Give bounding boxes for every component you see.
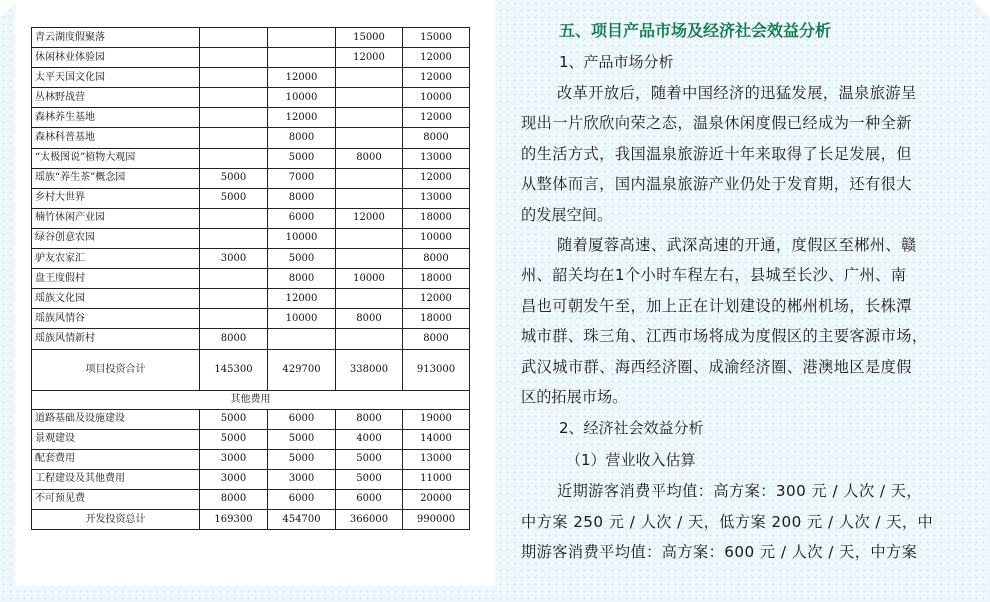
row-label-cell: 绿谷创意农园 [32,228,200,248]
paragraph-line: 区的拓展市场。 [521,388,628,407]
amount-cell: 8000 [268,188,336,208]
amount-cell: 5000 [200,429,268,449]
amount-cell [268,329,336,349]
amount-cell: 6000 [268,489,336,509]
amount-cell: 8000 [336,309,403,329]
amount-cell: 3000 [200,249,268,269]
row-label-cell: 驴友农家汇 [32,249,200,269]
other-costs-header-row [32,390,470,409]
amount-cell [268,48,336,68]
row-label-cell: 乡村大世界 [32,188,200,208]
page-corner-decoration-right [972,0,990,18]
amount-cell: 3000 [200,449,268,469]
row-label-cell: “太极图说”植物大观园 [32,148,200,168]
amount-cell [200,289,268,309]
paragraph-line: 州、韶关均在1个小时车程左右，县城至长沙、广州、南 [521,266,907,285]
amount-cell: 454700 [268,509,336,529]
row-label-cell: 配套费用 [32,449,200,469]
amount-cell [200,208,268,228]
row-label-cell: 盘王度假村 [32,269,200,289]
amount-cell [200,309,268,329]
amount-cell: 5000 [200,409,268,429]
paragraph-line: 昌也可朝发午至，加上正在计划建设的郴州机场，长株潭 [521,296,912,315]
subheading-market: 1、产品市场分析 [559,53,674,71]
row-label-cell: 楠竹休闲产业园 [32,208,200,228]
paragraph-line: 从整体而言，国内温泉旅游产业仍处于发育期，还有很大 [521,175,912,194]
amount-cell [336,68,403,88]
amount-cell: 10000 [268,228,336,248]
row-label-cell: 瑶族“养生茶”概念园 [32,168,200,188]
amount-cell: 20000 [403,489,470,509]
section-heading: 五、项目产品市场及经济社会效益分析 [559,21,832,40]
investment-table [31,27,470,530]
amount-cell [336,128,403,148]
row-label-cell: 瑶族文化园 [32,289,200,309]
table-row [32,48,470,68]
amount-cell: 13000 [403,449,470,469]
table-row [32,449,470,469]
row-label-cell: 丛林野战营 [32,88,200,108]
amount-cell: 5000 [200,168,268,188]
amount-cell [200,48,268,68]
amount-cell: 8000 [403,329,470,349]
amount-cell: 8000 [200,329,268,349]
amount-cell: 6000 [336,489,403,509]
amount-cell: 5000 [268,429,336,449]
amount-cell: 12000 [403,289,470,309]
amount-cell: 12000 [268,108,336,128]
amount-cell: 12000 [403,68,470,88]
amount-cell [336,329,403,349]
row-label-cell: 太平天国文化园 [32,68,200,88]
amount-cell: 14000 [403,429,470,449]
table-row [32,409,470,429]
amount-cell: 8000 [200,489,268,509]
amount-cell: 10000 [403,228,470,248]
paragraph-line: 随着厦蓉高速、武深高速的开通，度假区至郴州、赣 [557,236,917,255]
amount-cell: 10000 [268,88,336,108]
amount-cell: 15000 [403,28,470,48]
other-costs-label: 其他费用 [32,390,470,409]
amount-cell [200,269,268,289]
amount-cell [336,228,403,248]
amount-cell: 12000 [268,68,336,88]
amount-cell [336,108,403,128]
amount-cell: 4000 [336,429,403,449]
amount-cell [336,249,403,269]
table-row [32,228,470,248]
amount-cell: 13000 [403,188,470,208]
table-row [32,88,470,108]
amount-cell: 10000 [268,309,336,329]
table-row [32,68,470,88]
amount-cell [336,168,403,188]
row-label-cell: 道路基础及设施建设 [32,409,200,429]
paragraph-line: 现出一片欣欣向荣之态，温泉休闲度假已经成为一种全新 [521,114,912,133]
table-row [32,249,470,269]
amount-cell: 8000 [336,409,403,429]
amount-cell: 15000 [336,28,403,48]
table-row [32,128,470,148]
amount-cell: 990000 [403,509,470,529]
amount-cell: 18000 [403,309,470,329]
amount-cell: 5000 [268,249,336,269]
investment-table-body [32,28,470,530]
amount-cell: 5000 [200,188,268,208]
amount-cell [336,289,403,309]
amount-cell [200,148,268,168]
amount-cell: 18000 [403,208,470,228]
paragraph-transport [521,230,967,412]
amount-cell: 19000 [403,409,470,429]
amount-cell: 12000 [403,48,470,68]
row-label-cell: 工程建设及其他费用 [32,469,200,489]
project-total-row [32,349,470,390]
amount-cell [200,28,268,48]
amount-cell [268,28,336,48]
amount-cell: 5000 [268,148,336,168]
amount-cell: 6000 [268,409,336,429]
amount-cell: 3000 [200,469,268,489]
amount-cell [200,128,268,148]
table-row [32,108,470,128]
table-row [32,188,470,208]
paragraph-line: 武汉城市群、海西经济圈、成渝经济圈、港澳地区是度假 [521,357,912,376]
amount-cell: 12000 [336,48,403,68]
paragraph-line: 的发展空间。 [521,205,613,224]
paragraph-line: 近期游客消费平均值：高方案：300 元 / 人次 / 天， [557,482,922,501]
amount-cell: 12000 [268,289,336,309]
table-row [32,148,470,168]
amount-cell: 429700 [268,349,336,390]
amount-cell: 8000 [268,128,336,148]
amount-cell: 7000 [268,168,336,188]
table-row [32,469,470,489]
amount-cell: 6000 [268,208,336,228]
amount-cell: 5000 [268,449,336,469]
amount-cell: 12000 [403,108,470,128]
amount-cell: 145300 [200,349,268,390]
amount-cell: 5000 [336,449,403,469]
amount-cell [336,188,403,208]
subheading-economic: 2、经济社会效益分析 [559,419,704,438]
amount-cell: 10000 [403,88,470,108]
amount-cell [200,228,268,248]
row-label-cell: 项目投资合计 [32,349,200,390]
row-label-cell: 不可预见费 [32,489,200,509]
amount-cell: 913000 [403,349,470,390]
amount-cell [200,88,268,108]
paragraph-line: 期游客消费平均值：高方案：600 元 / 人次 / 天，中方案 [521,543,918,562]
amount-cell [336,88,403,108]
table-row [32,289,470,309]
table-row [32,489,470,509]
paragraph-line: 中方案 250 元 / 人次 / 天，低方案 200 元 / 人次 / 天，中 [521,512,934,531]
amount-cell [200,68,268,88]
row-label-cell: 青云湖度假聚落 [32,28,200,48]
table-row [32,168,470,188]
row-label-cell: 森林养生基地 [32,108,200,128]
table-row [32,28,470,48]
table-row [32,269,470,289]
paragraph-market-overview [521,78,967,230]
amount-cell: 18000 [403,269,470,289]
row-label-cell: 开发投资总计 [32,509,200,529]
table-row [32,429,470,449]
subheading-revenue: （1）营业收入估算 [566,451,696,470]
amount-cell: 12000 [403,168,470,188]
amount-cell: 12000 [336,208,403,228]
paragraph-revenue [521,476,967,567]
paragraph-line: 改革开放后，随着中国经济的迅猛发展，温泉旅游呈 [557,84,917,102]
row-label-cell: 景观建设 [32,429,200,449]
amount-cell: 169300 [200,509,268,529]
row-label-cell: 森林科普基地 [32,128,200,148]
amount-cell: 8000 [336,148,403,168]
table-row [32,208,470,228]
amount-cell [200,108,268,128]
table-row [32,329,470,349]
amount-cell: 338000 [336,349,403,390]
amount-cell: 3000 [268,469,336,489]
amount-cell: 10000 [336,269,403,289]
analysis-text [521,16,967,568]
row-label-cell: 瑶族风情新村 [32,329,200,349]
row-label-cell: 休闲林业体验园 [32,48,200,68]
paragraph-line: 的生活方式，我国温泉旅游近十年来取得了长足发展，但 [521,144,912,163]
amount-cell: 366000 [336,509,403,529]
amount-cell: 8000 [403,128,470,148]
amount-cell: 8000 [268,269,336,289]
table-row [32,309,470,329]
row-label-cell: 瑶族风情谷 [32,309,200,329]
amount-cell: 5000 [336,469,403,489]
paragraph-line: 城市群、珠三角、江西市场将成为度假区的主要客源市场， [521,327,928,346]
amount-cell: 13000 [403,148,470,168]
amount-cell: 8000 [403,249,470,269]
amount-cell: 11000 [403,469,470,489]
development-total-row [32,509,470,529]
